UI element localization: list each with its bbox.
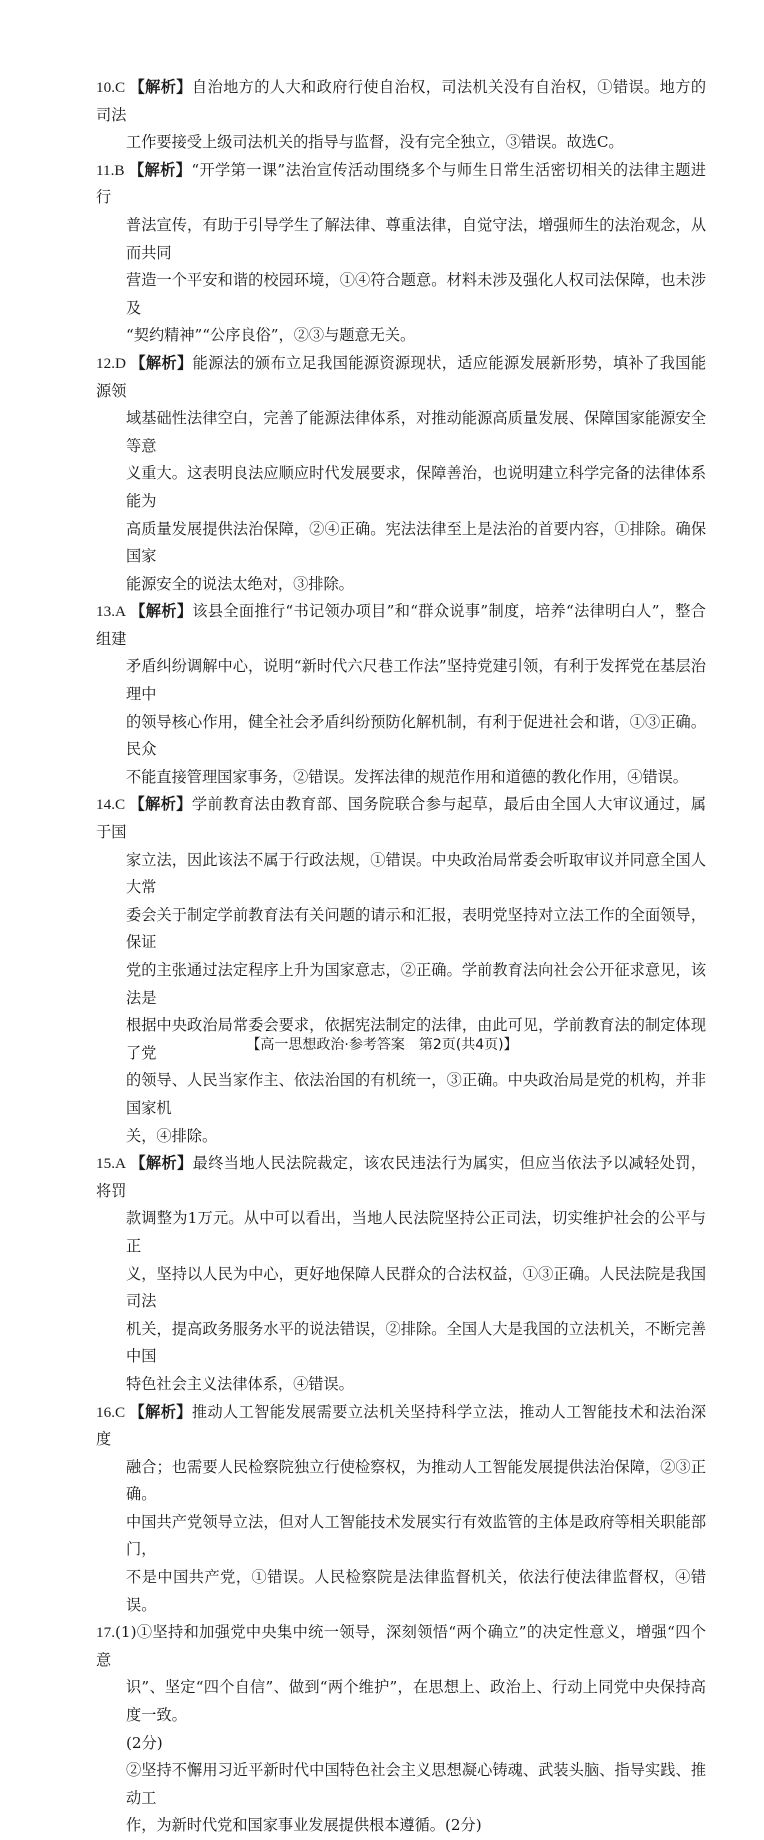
question-number: 14.C [96,796,126,814]
answer-text: 不能直接管理国家事务，②错误。发挥法律的规范作用和道德的教化作用，④错误。 [126,767,688,786]
answer-line [96,764,706,792]
analysis-tag: 【解析】 [129,78,192,96]
answer-text: 家立法，因此该法不属于行政法规，①错误。中央政治局常委会听取审议并同意全国人大常 [126,850,706,897]
answer-line [96,1757,706,1812]
answer-line [96,516,706,571]
answer-line [96,709,706,764]
answer-line [96,653,706,708]
answer-text: 作，为新时代党和国家事业发展提供根本遵循。(2分) [126,1816,482,1835]
answer-text: 最终当地人民法院裁定，该农民违法行为属实，但应当依法予以减轻处罚，将罚 [96,1154,707,1200]
answer-line [96,1399,706,1454]
analysis-tag: 【解析】 [129,795,192,814]
answer-line [96,212,706,267]
answer-line [96,957,706,1012]
answer-item [96,1619,706,1840]
answer-line [96,460,706,515]
answer-text: (1)①坚持和加强党中央集中统一领导，深刻领悟“两个确立”的决定性意义，增强“四个意 [96,1623,706,1669]
answer-text: 义重大。这表明良法应顺应时代发展要求，保障善治，也说明建立科学完备的法律体系能为 [126,464,706,510]
answer-text: 工作要接受上级司法机关的指导与监督，没有完全独立，③错误。故选C。 [126,133,624,152]
answer-text: 推动人工智能发展需要立法机关坚持科学立法，推动人工智能技术和法治深度 [96,1402,707,1449]
answer-text: 学前教育法由教育部、国务院联合参与起草，最后由全国人大审议通过，属于国 [96,795,707,842]
answer-item [96,791,706,1150]
answer-text: 高质量发展提供法治保障，②④正确。宪法法律至上是法治的首要内容，①排除。确保国家 [126,519,706,566]
answer-text: 的领导核心作用，健全社会矛盾纠纷预防化解机制，有利于促进社会和谐，①③正确。民众 [126,712,706,759]
answer-line [96,571,706,599]
answer-text: 矛盾纠纷调解中心，说明“新时代六尺巷工作法”坚持党建引领，有利于发挥党在基层治理中 [126,657,706,704]
answer-text: 关，④排除。 [126,1126,218,1145]
answer-text: 党的主张通过法定程序上升为国家意志，②正确。学前教育法向社会公开征求意见，该法是 [126,961,706,1007]
answer-line [96,322,706,350]
answer-text: “契约精神”“公序良俗”，②③与题意无关。 [126,326,416,345]
answer-item [96,74,706,157]
answer-text: 能源安全的说法太绝对，③排除。 [126,574,354,593]
page-footer: 【高一思想政治·参考答案 第2页(共4页)】 [246,1037,518,1053]
analysis-tag: 【解析】 [129,1402,192,1421]
answer-text: 中国共产党领导立法，但对人工智能技术发展实行有效监管的主体是政府等相关职能部门， [126,1512,706,1559]
answer-text: “开学第一课”法治宣传活动围绕多个与师生日常生活密切相关的法律主题进行 [96,160,707,207]
analysis-tag: 【解析】 [128,160,192,179]
answer-line [96,847,706,902]
answer-line [96,1150,706,1205]
analysis-tag: 【解析】 [129,353,193,372]
question-number: 11.B [96,161,125,179]
question-number: 15.A [96,1155,126,1173]
answer-text: 融合；也需要人民检察院独立行使检察权，为推动人工智能发展提供法治保障，②③正确。 [126,1457,706,1504]
answer-line [96,1564,706,1619]
answer-item [96,157,706,350]
answer-line [96,902,706,957]
answer-text: 委会关于制定学前教育法有关问题的请示和汇报，表明党坚持对立法工作的全面领导，保证 [126,905,706,952]
answer-text: 自治地方的人大和政府行使自治权，司法机关没有自治权，①错误。地方的司法 [96,78,707,124]
answer-text: ②坚持不懈用习近平新时代中国特色社会主义思想凝心铸魂、武装头脑、指导实践、推动工 [126,1761,706,1807]
answer-line [96,598,706,653]
question-number: 12.D [96,354,126,372]
answer-line [96,129,706,157]
answer-text: 营造一个平安和谐的校园环境，①④符合题意。材料未涉及强化人权司法保障，也未涉及 [126,271,706,317]
answer-text: 义，坚持以人民为中心，更好地保障人民群众的合法权益，①③正确。人民法院是我国司法 [126,1264,706,1311]
answer-line [96,267,706,322]
answer-line [96,350,706,405]
answer-line [96,1674,706,1729]
analysis-tag: 【解析】 [129,1154,193,1173]
answer-line [96,1454,706,1509]
analysis-tag: 【解析】 [129,602,193,621]
answer-content [96,74,706,1840]
question-number: 13.A [96,603,126,621]
answer-text: 能源法的颁布立足我国能源资源现状，适应能源发展新形势，填补了我国能源领 [96,353,707,400]
answer-item [96,1150,706,1398]
answer-text: 不是中国共产党，①错误。人民检察院是法律监督机关，依法行使法律监督权，④错误。 [126,1568,706,1614]
answer-text: 识”、坚定“四个自信”、做到“两个维护”，在思想上、政治上、行动上同党中央保持高度一致。 [126,1678,706,1725]
answer-line [96,1261,706,1316]
answer-text: 域基础性法律空白，完善了能源法律体系，对推动能源高质量发展、保障国家能源安全等意 [126,409,706,455]
answer-line [96,1123,706,1151]
answer-line [96,74,706,129]
answer-line [96,405,706,460]
question-number: 10.C [96,79,126,96]
answer-text: 该县全面推行“书记领办项目”和“群众说事”制度，培养“法律明白人”，整合组建 [96,602,706,648]
answer-line [96,157,706,212]
answer-line [96,1316,706,1371]
answer-line [96,791,706,846]
answer-text: (2分) [126,1733,163,1752]
answer-text: 根据中央政治局常委会要求，依据宪法制定的法律，由此可见，学前教育法的制定体现了党 [126,1016,706,1062]
answer-line [96,1730,706,1758]
answer-text: 普法宣传，有助于引导学生了解法律、尊重法律，自觉守法，增强师生的法治观念，从而共同 [126,215,706,262]
answer-item [96,350,706,598]
answer-line [96,1067,706,1122]
answer-item [96,598,706,791]
answer-text: 款调整为1万元。从中可以看出，当地人民法院坚持公正司法，切实维护社会的公平与正 [126,1209,706,1255]
answer-item [96,1399,706,1620]
question-number: 17. [96,1624,115,1642]
answer-line [96,1205,706,1260]
answer-line [96,1371,706,1399]
answer-text: 机关，提高政务服务水平的说法错误，②排除。全国人大是我国的立法机关，不断完善中国 [126,1319,706,1366]
question-number: 16.C [96,1403,126,1421]
answer-text: 特色社会主义法律体系，④错误。 [126,1374,354,1393]
answer-line [96,1812,706,1840]
answer-text: 的领导、人民当家作主、依法治国的有机统一，③正确。中央政治局是党的机构，并非国家机 [126,1071,706,1117]
answer-line [96,1509,706,1564]
answer-line [96,1619,706,1674]
